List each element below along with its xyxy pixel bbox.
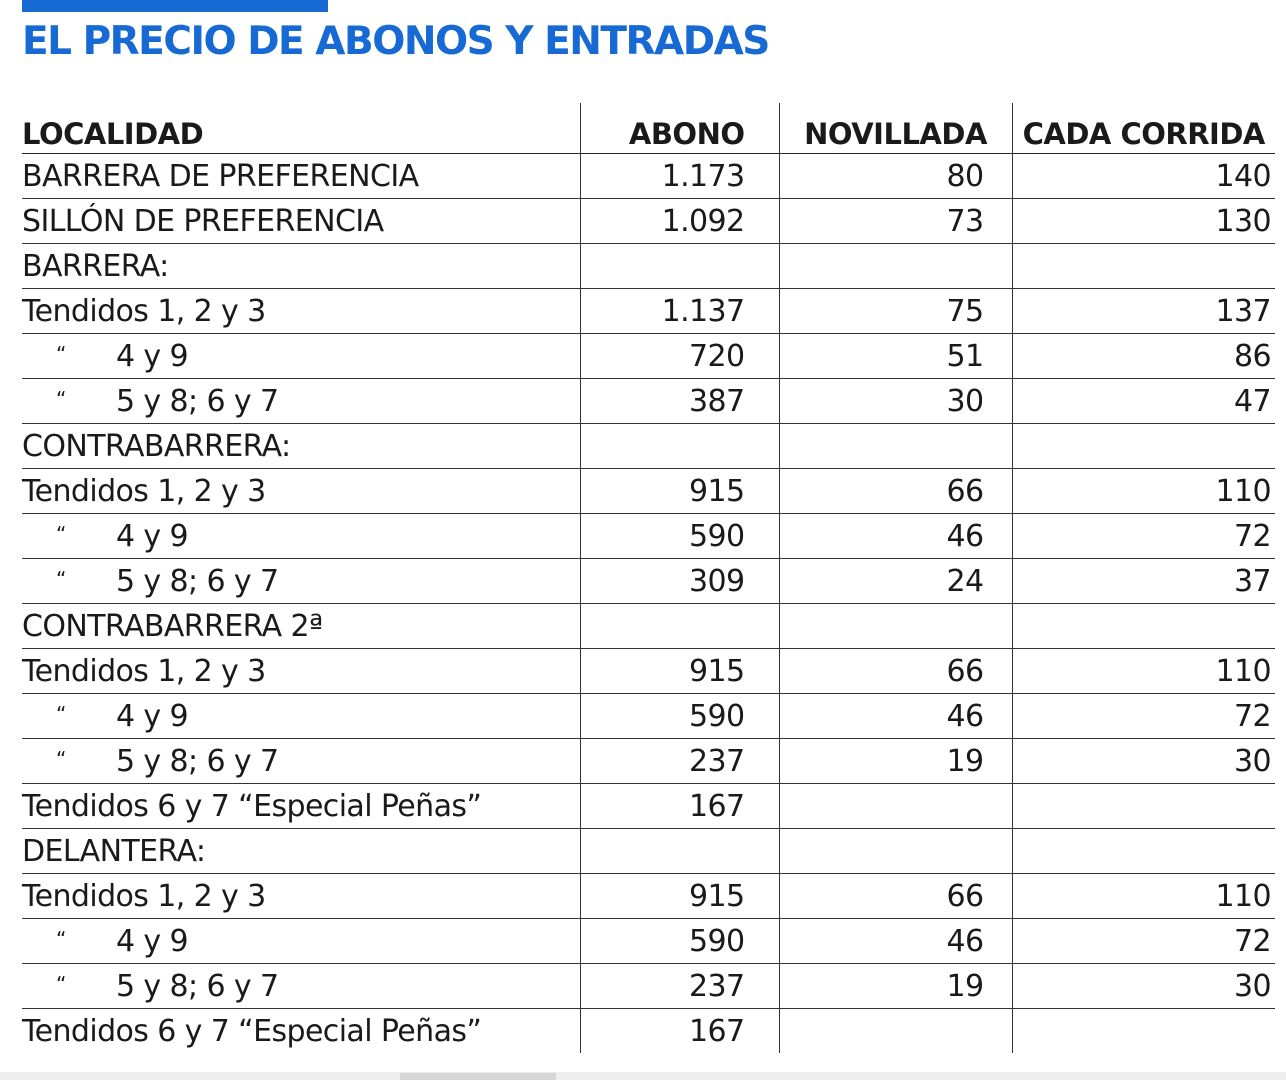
cell-localidad bbox=[22, 514, 580, 559]
cell-cada-corrida: 130 bbox=[1012, 199, 1275, 244]
cell-novillada: 66 bbox=[779, 874, 1012, 919]
cell-novillada bbox=[779, 1009, 1012, 1054]
ditto-mark: “ bbox=[56, 701, 66, 726]
cell-cada-corrida bbox=[1012, 1009, 1275, 1054]
header-abono: ABONO bbox=[580, 103, 779, 154]
cell-localidad bbox=[22, 334, 580, 379]
localidad-label: 5 y 8; 6 y 7 bbox=[116, 563, 279, 599]
cell-localidad bbox=[22, 424, 580, 469]
cell-localidad bbox=[22, 919, 580, 964]
cell-novillada: 24 bbox=[779, 559, 1012, 604]
cell-cada-corrida: 37 bbox=[1012, 559, 1275, 604]
cell-novillada bbox=[779, 604, 1012, 649]
localidad-label: 4 y 9 bbox=[116, 923, 189, 959]
table-header-row bbox=[22, 103, 1275, 154]
cell-localidad bbox=[22, 379, 580, 424]
cell-cada-corrida: 110 bbox=[1012, 874, 1275, 919]
localidad-label: BARRERA: bbox=[22, 248, 169, 284]
ditto-mark: “ bbox=[56, 926, 66, 951]
page-title: EL PRECIO DE ABONOS Y ENTRADAS bbox=[22, 19, 769, 64]
table-body bbox=[22, 154, 1275, 1054]
cell-cada-corrida: 30 bbox=[1012, 964, 1275, 1009]
cell-localidad bbox=[22, 604, 580, 649]
cell-cada-corrida: 86 bbox=[1012, 334, 1275, 379]
price-table bbox=[22, 103, 1275, 1053]
cell-localidad bbox=[22, 829, 580, 874]
ditto-mark: “ bbox=[56, 746, 66, 771]
cell-cada-corrida bbox=[1012, 424, 1275, 469]
cell-localidad bbox=[22, 1009, 580, 1054]
table-row bbox=[22, 739, 1275, 784]
cell-abono bbox=[580, 244, 779, 289]
localidad-label: 5 y 8; 6 y 7 bbox=[116, 743, 279, 779]
table-row bbox=[22, 469, 1275, 514]
table-row bbox=[22, 379, 1275, 424]
table-row bbox=[22, 154, 1275, 199]
cell-novillada: 19 bbox=[779, 964, 1012, 1009]
table-row bbox=[22, 1009, 1275, 1054]
cell-abono: 167 bbox=[580, 784, 779, 829]
table-row bbox=[22, 694, 1275, 739]
table-row bbox=[22, 829, 1275, 874]
localidad-label: Tendidos 1, 2 y 3 bbox=[22, 293, 266, 329]
cell-novillada: 30 bbox=[779, 379, 1012, 424]
cell-abono: 1.137 bbox=[580, 289, 779, 334]
localidad-label: 5 y 8; 6 y 7 bbox=[116, 968, 279, 1004]
localidad-label: Tendidos 1, 2 y 3 bbox=[22, 473, 266, 509]
table-row bbox=[22, 919, 1275, 964]
cell-localidad bbox=[22, 289, 580, 334]
cell-novillada: 73 bbox=[779, 199, 1012, 244]
cell-abono: 1.173 bbox=[580, 154, 779, 199]
cell-novillada bbox=[779, 784, 1012, 829]
cell-novillada bbox=[779, 244, 1012, 289]
header-localidad: LOCALIDAD bbox=[22, 103, 580, 154]
cell-abono: 167 bbox=[580, 1009, 779, 1054]
cell-abono: 915 bbox=[580, 469, 779, 514]
header-cada-corrida: CADA CORRIDA bbox=[1012, 103, 1275, 154]
cell-novillada: 75 bbox=[779, 289, 1012, 334]
localidad-label: BARRERA DE PREFERENCIA bbox=[22, 158, 419, 194]
cell-localidad bbox=[22, 559, 580, 604]
cell-localidad bbox=[22, 469, 580, 514]
cell-abono bbox=[580, 829, 779, 874]
header-novillada: NOVILLADA bbox=[779, 103, 1012, 154]
ditto-mark: “ bbox=[56, 566, 66, 591]
localidad-label: Tendidos 6 y 7 “Especial Peñas” bbox=[22, 1013, 482, 1049]
ditto-mark: “ bbox=[56, 341, 66, 366]
cell-cada-corrida: 140 bbox=[1012, 154, 1275, 199]
cell-novillada: 46 bbox=[779, 514, 1012, 559]
table-row bbox=[22, 424, 1275, 469]
cell-localidad bbox=[22, 649, 580, 694]
cell-localidad bbox=[22, 964, 580, 1009]
cell-localidad bbox=[22, 244, 580, 289]
localidad-label: DELANTERA: bbox=[22, 833, 206, 869]
cell-abono: 590 bbox=[580, 919, 779, 964]
cell-localidad bbox=[22, 154, 580, 199]
table-row bbox=[22, 784, 1275, 829]
cell-abono: 237 bbox=[580, 739, 779, 784]
table-row bbox=[22, 199, 1275, 244]
cell-cada-corrida: 137 bbox=[1012, 289, 1275, 334]
ditto-mark: “ bbox=[56, 971, 66, 996]
cell-localidad bbox=[22, 739, 580, 784]
cell-novillada: 46 bbox=[779, 694, 1012, 739]
cell-localidad bbox=[22, 199, 580, 244]
ditto-mark: “ bbox=[56, 521, 66, 546]
cell-abono bbox=[580, 604, 779, 649]
table-row bbox=[22, 649, 1275, 694]
localidad-label: CONTRABARRERA: bbox=[22, 428, 291, 464]
localidad-label: Tendidos 1, 2 y 3 bbox=[22, 878, 266, 914]
cell-cada-corrida bbox=[1012, 604, 1275, 649]
cell-cada-corrida: 110 bbox=[1012, 649, 1275, 694]
table-row bbox=[22, 874, 1275, 919]
localidad-label: 4 y 9 bbox=[116, 698, 189, 734]
localidad-label: SILLÓN DE PREFERENCIA bbox=[22, 203, 384, 239]
cell-cada-corrida: 30 bbox=[1012, 739, 1275, 784]
cell-cada-corrida bbox=[1012, 244, 1275, 289]
cell-abono: 590 bbox=[580, 514, 779, 559]
localidad-label: CONTRABARRERA 2ª bbox=[22, 608, 323, 644]
localidad-label: 4 y 9 bbox=[116, 518, 189, 554]
table-row bbox=[22, 964, 1275, 1009]
cell-abono: 387 bbox=[580, 379, 779, 424]
scrollbar-thumb[interactable] bbox=[400, 1073, 556, 1080]
cell-abono: 915 bbox=[580, 874, 779, 919]
cell-abono: 309 bbox=[580, 559, 779, 604]
table-row bbox=[22, 334, 1275, 379]
horizontal-scrollbar[interactable] bbox=[0, 1072, 1286, 1080]
cell-cada-corrida: 72 bbox=[1012, 514, 1275, 559]
title-accent-bar bbox=[22, 0, 328, 12]
cell-novillada: 66 bbox=[779, 469, 1012, 514]
ditto-mark: “ bbox=[56, 386, 66, 411]
localidad-label: Tendidos 1, 2 y 3 bbox=[22, 653, 266, 689]
table-row bbox=[22, 559, 1275, 604]
cell-cada-corrida bbox=[1012, 829, 1275, 874]
cell-abono bbox=[580, 424, 779, 469]
localidad-label: 4 y 9 bbox=[116, 338, 189, 374]
cell-novillada: 80 bbox=[779, 154, 1012, 199]
cell-novillada: 51 bbox=[779, 334, 1012, 379]
cell-abono: 590 bbox=[580, 694, 779, 739]
cell-localidad bbox=[22, 694, 580, 739]
cell-novillada bbox=[779, 829, 1012, 874]
table-row bbox=[22, 289, 1275, 334]
cell-abono: 1.092 bbox=[580, 199, 779, 244]
cell-cada-corrida bbox=[1012, 784, 1275, 829]
table-row bbox=[22, 604, 1275, 649]
cell-abono: 720 bbox=[580, 334, 779, 379]
cell-novillada bbox=[779, 424, 1012, 469]
table-row bbox=[22, 514, 1275, 559]
localidad-label: Tendidos 6 y 7 “Especial Peñas” bbox=[22, 788, 482, 824]
cell-localidad bbox=[22, 784, 580, 829]
cell-abono: 915 bbox=[580, 649, 779, 694]
localidad-label: 5 y 8; 6 y 7 bbox=[116, 383, 279, 419]
cell-abono: 237 bbox=[580, 964, 779, 1009]
cell-cada-corrida: 110 bbox=[1012, 469, 1275, 514]
cell-cada-corrida: 47 bbox=[1012, 379, 1275, 424]
cell-localidad bbox=[22, 874, 580, 919]
table-row bbox=[22, 244, 1275, 289]
cell-novillada: 46 bbox=[779, 919, 1012, 964]
cell-novillada: 66 bbox=[779, 649, 1012, 694]
cell-novillada: 19 bbox=[779, 739, 1012, 784]
cell-cada-corrida: 72 bbox=[1012, 694, 1275, 739]
cell-cada-corrida: 72 bbox=[1012, 919, 1275, 964]
